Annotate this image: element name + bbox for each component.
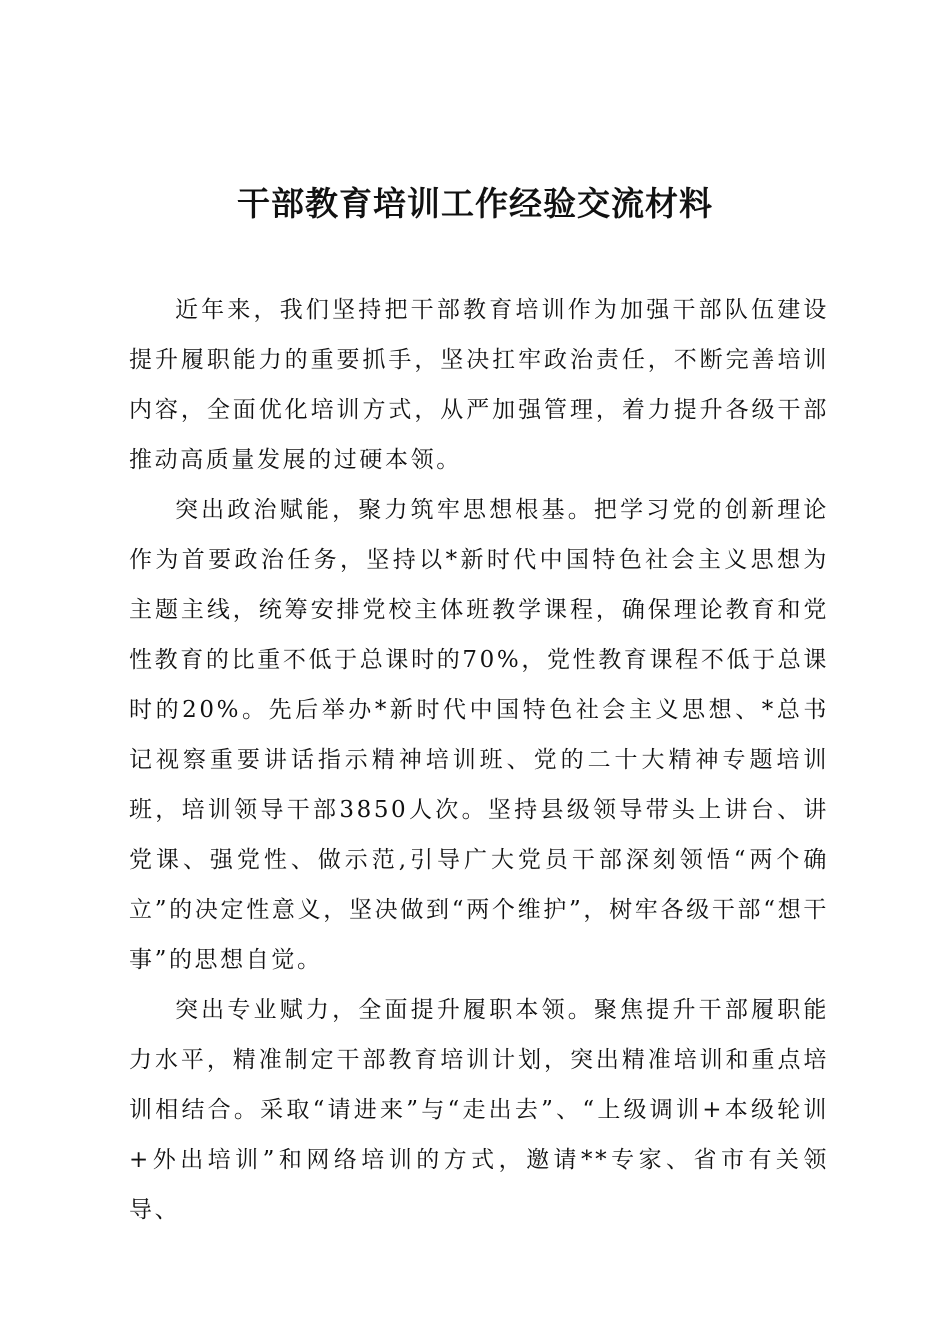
document-title: 干部教育培训工作经验交流材料 [237, 184, 713, 223]
paragraph-professional: 突出专业赋力，全面提升履职本领。聚焦提升干部履职能力水平，精准制定干部教育培训计划，突出精准培训和重点培训相结合。采取“请进来”与“走出去”、“上级调训+本级轮训+外出培训”和网络培训的方式，邀请**专家、省市有关领导、 [129, 997, 829, 1223]
paragraph-political: 突出政治赋能，聚力筑牢思想根基。把学习党的创新理论作为首要政治任务，坚持以*新时代中国特色社会主义思想为主题主线，统筹安排党校主体班教学课程，确保理论教育和党性教育的比重不低于总课时的70%，党性教育课程不低于总课时的20%。先后举办*新时代中国特色社会主义思想、*总书记视察重要讲话指示精神培训班、党的二十大精神专题培训班，培训领导干部3850人次。坚持县级领导带头上讲台、讲党课、强党性、做示范,引导广大党员干部深刻领悟“两个确立”的决定性意义，坚决做到“两个维护”，树牢各级干部“想干事”的思想自觉。 [129, 497, 829, 973]
paragraph-intro: 近年来，我们坚持把干部教育培训作为加强干部队伍建设提升履职能力的重要抓手，坚决扛牢政治责任，不断完善培训内容，全面优化培训方式，从严加强管理，着力提升各级干部推动高质量发展的过硬本领。 [129, 297, 829, 473]
document-body [129, 285, 829, 1235]
